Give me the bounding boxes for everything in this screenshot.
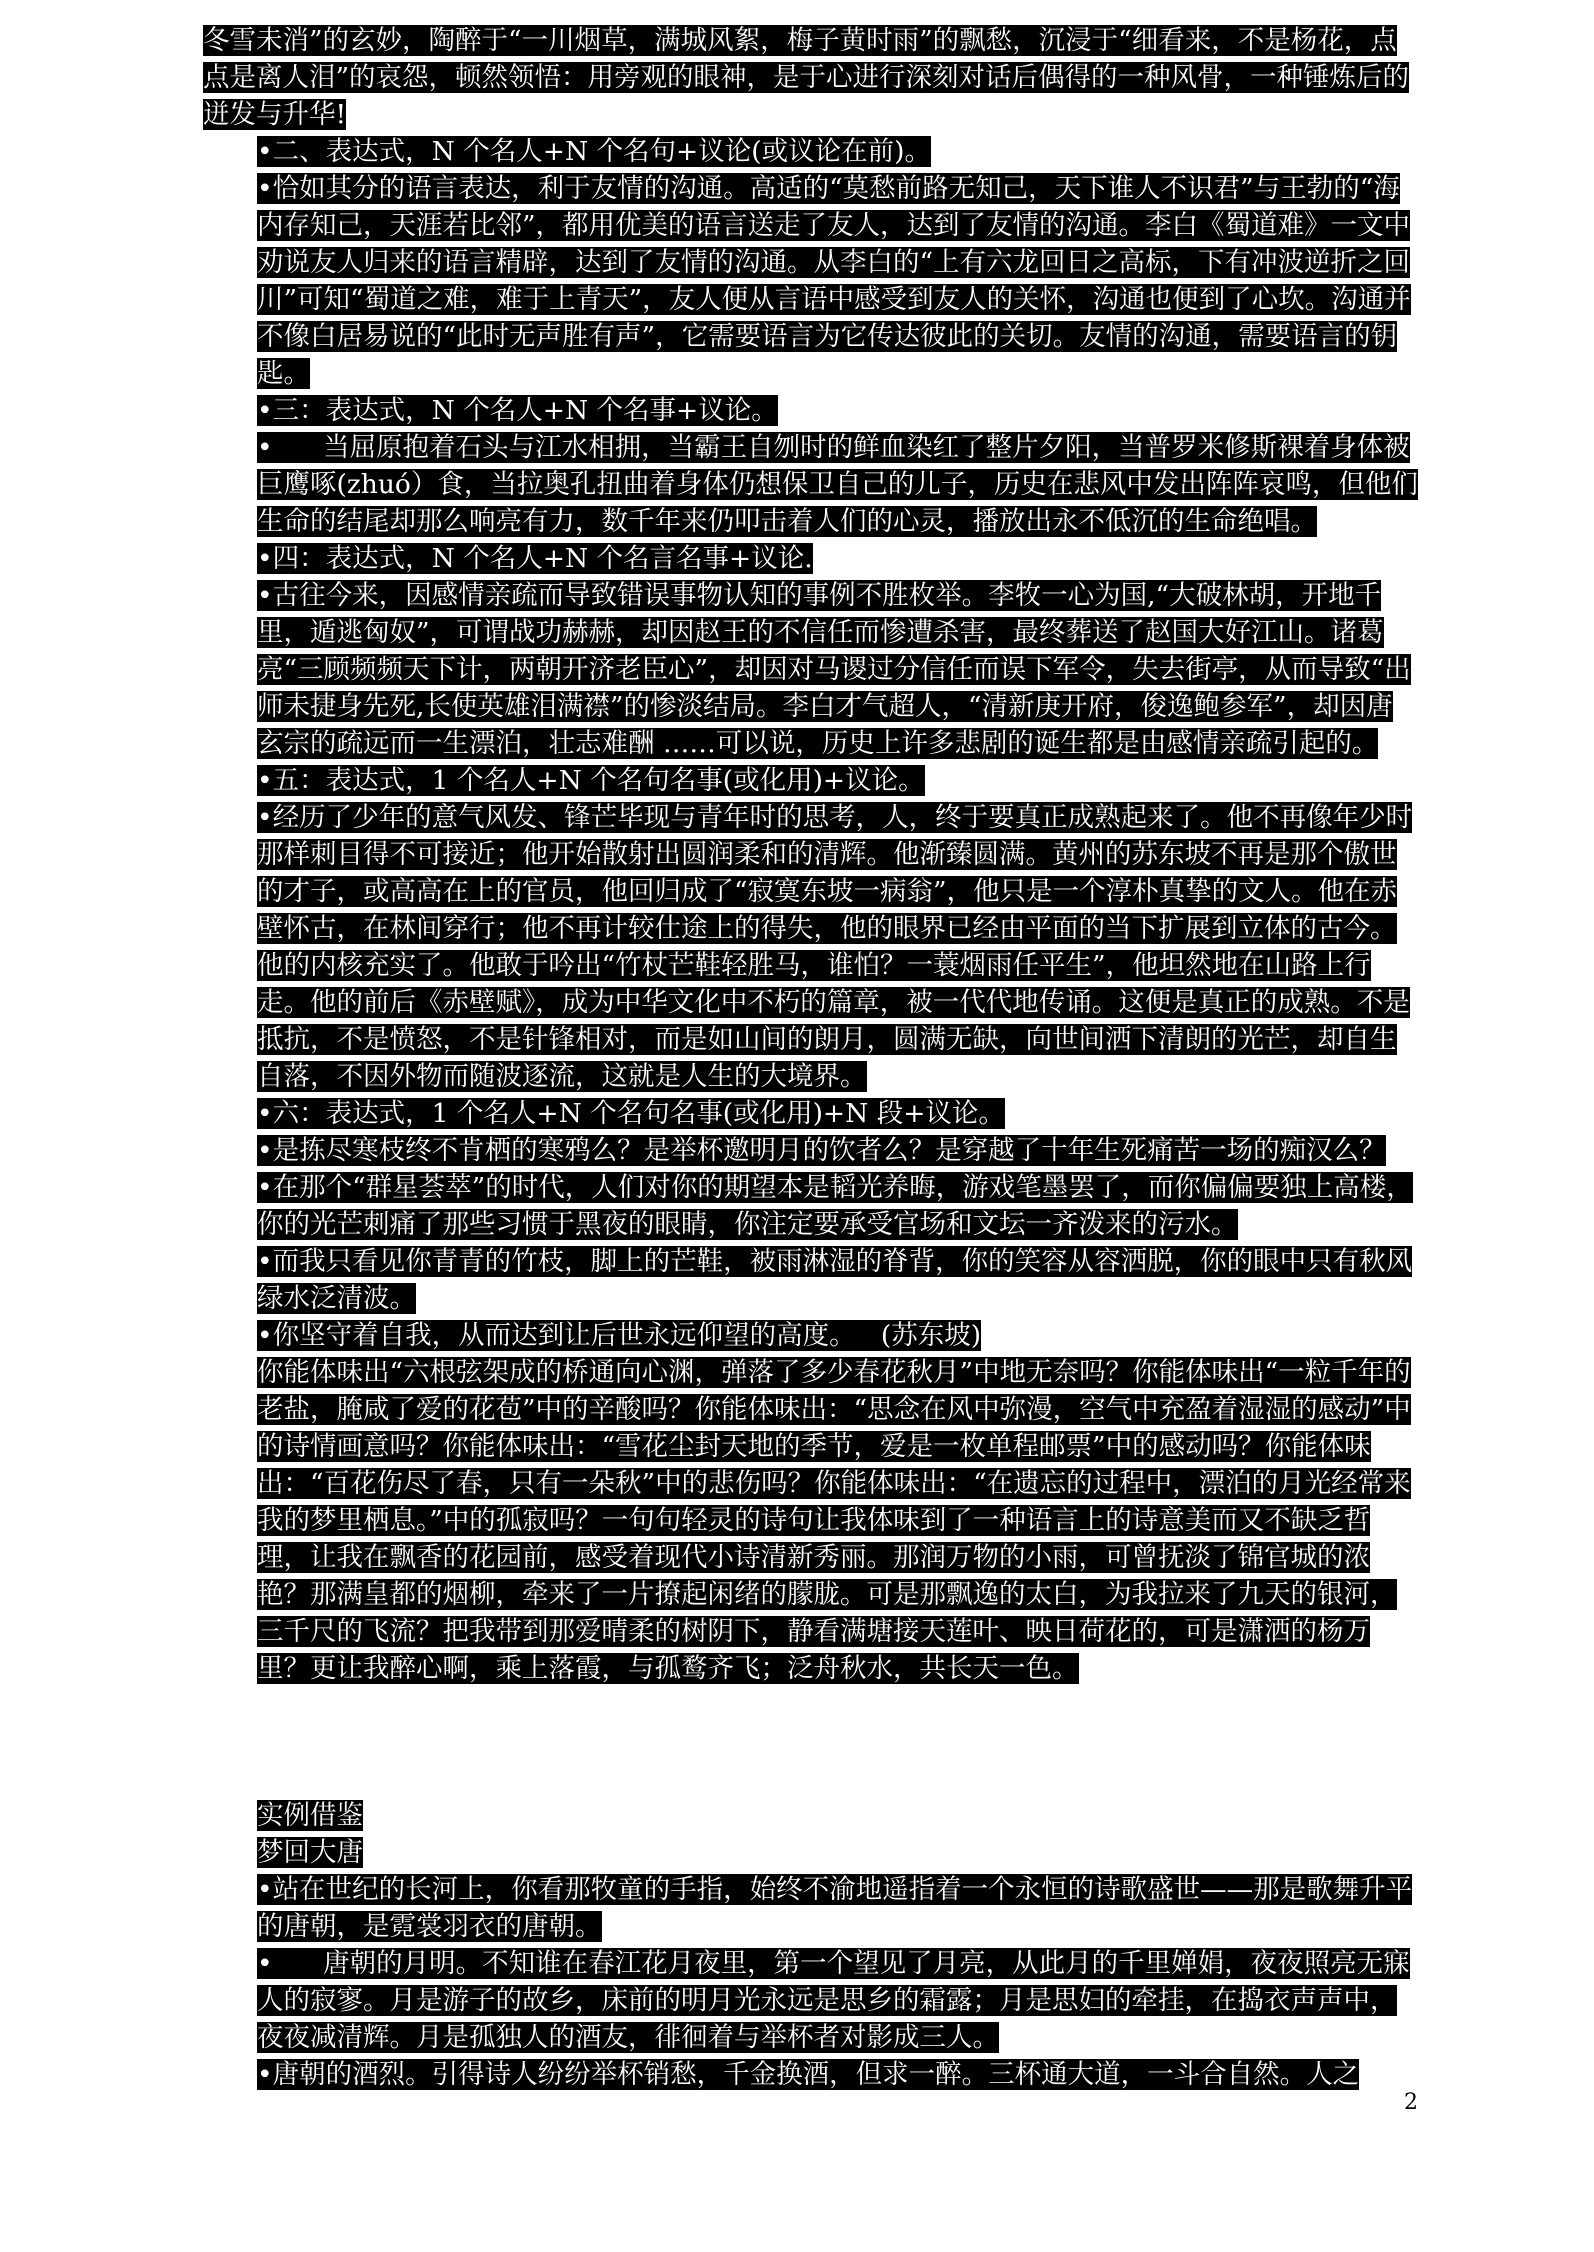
- paragraph: •古往今来，因感情亲疏而导致错误事物认知的事例不胜枚举。李牧一心为国,“大破林胡，开地千里，遁逃匈奴”，可谓战功赫赫，却因赵王的不信任而惨遭杀害，最终葬送了赵国大好江山。诸葛亮“三顾频频天下计，两朝开济老臣心”，却因对马谡过分信任而误下军令，失去街亭，从而导致“出师未捷身先死,长使英雄泪满襟”的惨淡结局。李白才气超人，“清新庚开府，俊逸鲍参军”，却因唐玄宗的疏远而一生漂泊，壮志难酬 ……可以说，历史上许多悲剧的诞生都是由感情亲疏引起的。: [257, 580, 1411, 759]
- paragraph: •唐朝的酒烈。引得诗人纷纷举杯销愁，千金换酒，但求一醉。三杯通大道，一斗合自然。人之: [257, 2059, 1360, 2090]
- paragraph: •站在世纪的长河上，你看那牧童的手指，始终不渝地遥指着一个永恒的诗歌盛世——那是歌舞升平的唐朝，是霓裳羽衣的唐朝。: [257, 1874, 1413, 1942]
- section-heading-3: •三：表达式，N 个名人+N 个名事+议论。: [257, 395, 778, 426]
- section-title: 实例借鉴: [257, 1800, 363, 1831]
- paragraph: •而我只看见你青青的竹枝，脚上的芒鞋，被雨淋湿的脊背，你的笑容从容洒脱，你的眼中只有秋风绿水泛清波。: [257, 1246, 1413, 1314]
- paragraph: •你坚守着自我，从而达到让后世永远仰望的高度。 (苏东坡): [257, 1320, 982, 1351]
- page-number: 2: [1404, 2090, 1418, 2115]
- essay-title: 梦回大唐: [257, 1837, 363, 1868]
- paragraph: •在那个“群星荟萃”的时代，人们对你的期望本是韬光养晦，游戏笔墨罢了，而你偏偏要独上高楼，你的光芒刺痛了那些习惯于黑夜的眼睛，你注定要承受官场和文坛一齐泼来的污水。: [257, 1172, 1413, 1240]
- paragraph: •恰如其分的语言表达，利于友情的沟通。高适的“莫愁前路无知己，天下谁人不识君”与王勃的“海内存知己，天涯若比邻”，都用优美的语言送走了友人，达到了友情的沟通。李白《蜀道难》一文中劝说友人归来的语言精辟，达到了友情的沟通。从李白的“上有六龙回日之高标，下有冲波逆折之回川”可知“蜀道之难，难于上青天”，友人便从言语中感受到友人的关怀，沟通也便到了心坎。沟通并不像白居易说的“此时无声胜有声”，它需要语言为它传达彼此的关切。友情的沟通，需要语言的钥匙。: [257, 173, 1411, 389]
- section-gap: [203, 1687, 1418, 1797]
- paragraph: •经历了少年的意气风发、锋芒毕现与青年时的思考，人，终于要真正成熟起来了。他不再像年少时那样刺目得不可接近；他开始散射出圆润柔和的清辉。他渐臻圆满。黄州的苏东坡不再是那个傲世的才子，或高高在上的官员，他回归成了“寂寞东坡一病翁”，他只是一个淳朴真挚的文人。他在赤壁怀古，在林间穿行；他不再计较仕途上的得失，他的眼界已经由平面的当下扩展到立体的古今。他的内核充实了。他敢于吟出“竹杖芒鞋轻胜马，谁怕？一蓑烟雨任平生”，他坦然地在山路上行走。他的前后《赤壁赋》，成为中华文化中不朽的篇章，被一代代地传诵。这便是真正的成熟。不是抵抗，不是愤怒，不是针锋相对，而是如山间的朗月，圆满无缺，向世间洒下清朗的光芒，却自生自落，不因外物而随波逐流，这就是人生的大境界。: [257, 802, 1413, 1092]
- section-heading-4: •四：表达式，N 个名人+N 个名言名事+议论.: [257, 543, 813, 574]
- text-column: [203, 22, 1418, 2093]
- paragraph: • 唐朝的月明。不知谁在春江花月夜里，第一个望见了月亮，从此月的千里婵娟，夜夜照亮无寐人的寂寥。月是游子的故乡，床前的明月光永远是思乡的霜露；月是思妇的牵挂，在捣衣声声中，夜夜减清辉。月是孤独人的酒友，徘徊着与举杯者对影成三人。: [257, 1948, 1410, 2053]
- paragraph: 你能体味出“六根弦架成的桥通向心渊，弹落了多少春花秋月”中地无奈吗？你能体味出“一粒千年的老盐，腌咸了爱的花苞”中的辛酸吗？你能体味出：“思念在风中弥漫，空气中充盈着湿湿的感动”中的诗情画意吗？你能体味出：“雪花尘封天地的季节，爱是一枚单程邮票”中的感动吗？你能体味出：“百花伤尽了春，只有一朵秋”中的悲伤吗？你能体味出：“在遗忘的过程中，漂泊的月光经常来我的梦里栖息。”中的孤寂吗？一句句轻灵的诗句让我体味到了一种语言上的诗意美而又不缺乏哲理，让我在飘香的花园前，感受着现代小诗清新秀丽。那润万物的小雨，可曾抚淡了锦官城的浓艳？那满皇都的烟柳，牵来了一片撩起闲绪的朦胧。可是那飘逸的太白，为我拉来了九天的银河，三千尺的飞流？把我带到那爱晴柔的树阴下，静看满塘接天莲叶、映日荷花的，可是潇洒的杨万里？更让我醉心啊，乘上落霞，与孤鹜齐飞；泛舟秋水，共长天一色。: [257, 1357, 1411, 1684]
- paragraph: 冬雪未消”的玄妙，陶醉于“一川烟草，满城风絮，梅子黄时雨”的飘愁，沉浸于“细看来，不是杨花，点点是离人泪”的哀怨，顿然领悟：用旁观的眼神，是于心进行深刻对话后偶得的一种风骨，一种锤炼后的迸发与升华!: [203, 25, 1410, 130]
- section-heading-2: •二、表达式，N 个名人+N 个名句+议论(或议论在前)。: [257, 136, 931, 167]
- section-heading-6: •六：表达式，1 个名人+N 个名句名事(或化用)+N 段+议论。: [257, 1098, 1005, 1129]
- section-heading-5: •五：表达式，1 个名人+N 个名句名事(或化用)+议论。: [257, 765, 925, 796]
- paragraph: • 当屈原抱着石头与江水相拥，当霸王自刎时的鲜血染红了整片夕阳，当普罗米修斯裸着身体被巨鹰啄(zhuó）食，当拉奥孔扭曲着身体仍想保卫自己的儿子，历史在悲风中发出阵阵哀鸣，但他们生命的结尾却那么响亮有力，数千年来仍叩击着人们的心灵，播放出永不低沉的生命绝唱。: [257, 432, 1418, 537]
- paragraph: •是拣尽寒枝终不肯栖的寒鸦么？是举杯邀明月的饮者么？是穿越了十年生死痛苦一场的痴汉么？: [257, 1135, 1386, 1166]
